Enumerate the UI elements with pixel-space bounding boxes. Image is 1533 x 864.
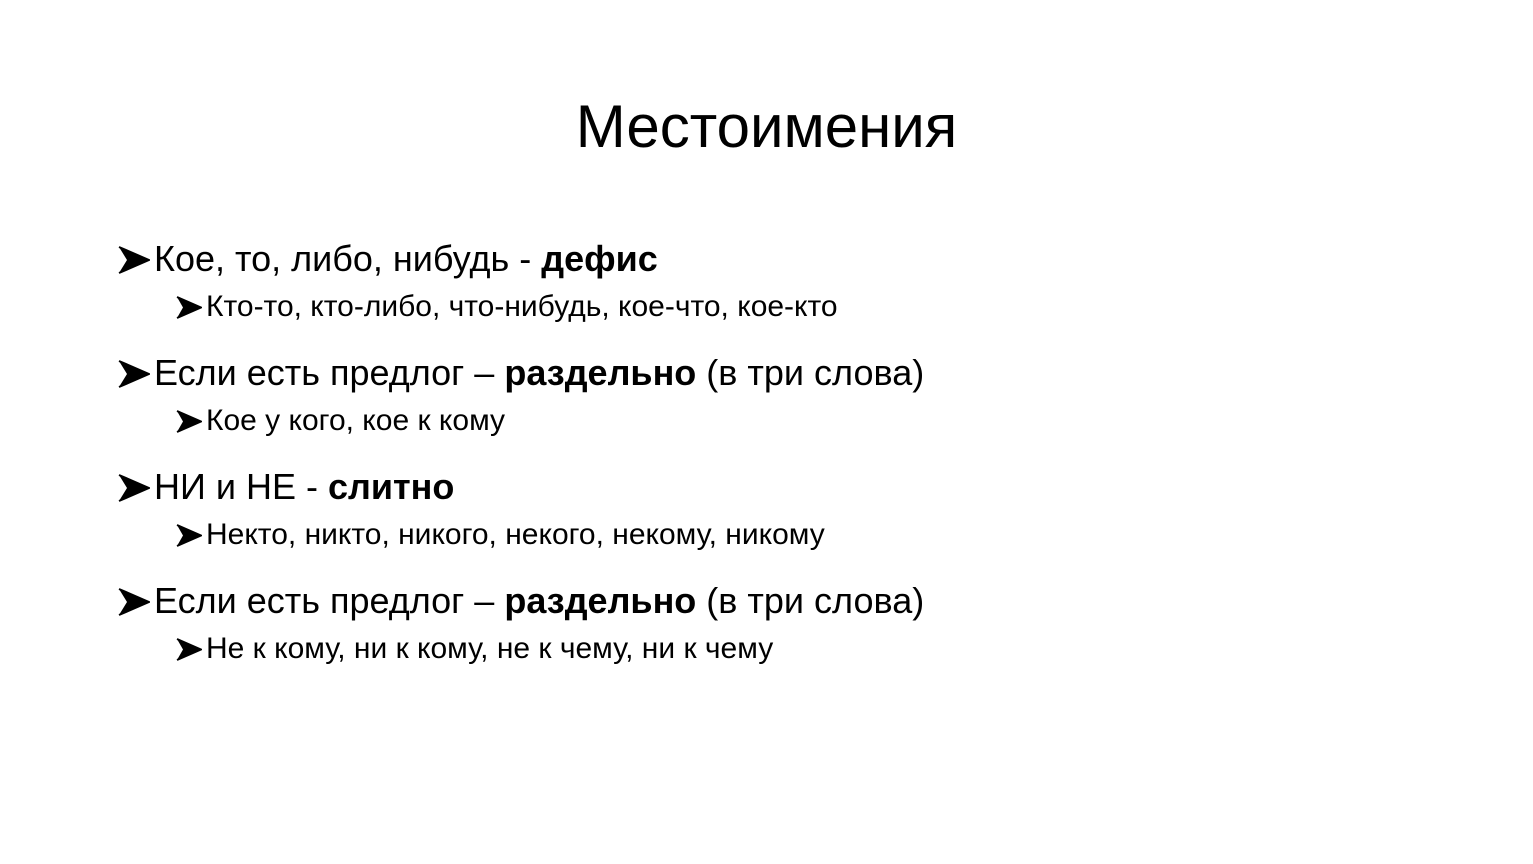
item-text-after: (в три слова) bbox=[696, 580, 925, 621]
item-keyword: слитно bbox=[328, 466, 455, 507]
arrowhead-bullet-icon bbox=[118, 474, 150, 502]
list-item bbox=[118, 462, 1498, 514]
arrowhead-bullet-icon bbox=[176, 638, 202, 661]
sub-list-item bbox=[176, 628, 1498, 690]
sub-list-item bbox=[176, 286, 1498, 348]
item-text: НИ и НЕ - bbox=[154, 466, 328, 507]
item-text: Если есть предлог – bbox=[154, 352, 505, 393]
item-text: Если есть предлог – bbox=[154, 580, 505, 621]
slide-title: Местоимения bbox=[575, 93, 958, 160]
item-text: Кое, то, либо, нибудь - bbox=[154, 238, 542, 279]
arrowhead-bullet-icon bbox=[118, 588, 150, 616]
arrowhead-bullet-icon bbox=[176, 296, 202, 319]
arrowhead-bullet-icon bbox=[176, 524, 202, 547]
example-text: Кто-то, кто-либо, что-нибудь, кое-что, кое-кто bbox=[206, 290, 838, 323]
list-item bbox=[118, 348, 1498, 400]
list-item bbox=[118, 234, 1498, 286]
example-text: Не к кому, ни к кому, не к чему, ни к чему bbox=[206, 632, 774, 665]
sub-list-item bbox=[176, 400, 1498, 462]
item-text-after: (в три слова) bbox=[696, 352, 925, 393]
example-text: Некто, никто, никого, некого, некому, никому bbox=[206, 518, 825, 551]
arrowhead-bullet-icon bbox=[176, 410, 202, 433]
example-text: Кое у кого, кое к кому bbox=[206, 404, 506, 437]
item-keyword: раздельно bbox=[504, 580, 697, 621]
list-item bbox=[118, 576, 1498, 628]
arrowhead-bullet-icon bbox=[118, 246, 150, 274]
sub-list-item bbox=[176, 514, 1498, 576]
arrowhead-bullet-icon bbox=[118, 360, 150, 388]
bullet-list bbox=[118, 234, 1498, 690]
item-keyword: раздельно bbox=[504, 352, 697, 393]
item-keyword: дефис bbox=[541, 238, 658, 279]
